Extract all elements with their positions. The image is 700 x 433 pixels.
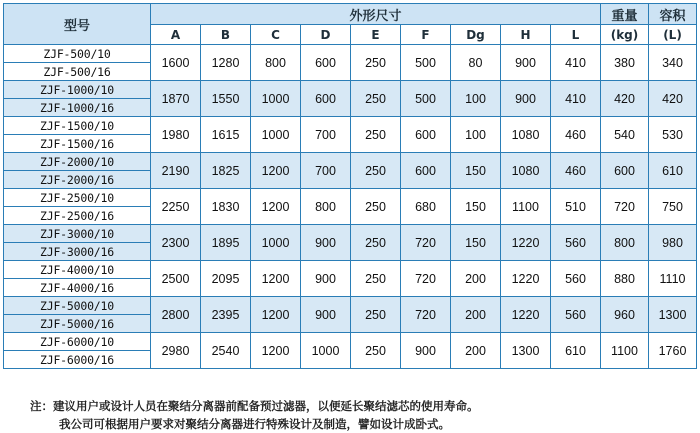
value-cell: 900: [301, 261, 351, 297]
value-cell: 900: [501, 45, 551, 81]
value-cell: 720: [401, 297, 451, 333]
note-line-1: 注：建议用户或设计人员在聚结分离器前配备预过滤器，以便延长聚结滤芯的使用寿命。: [30, 399, 479, 413]
value-cell: 1600: [151, 45, 201, 81]
header-dim-col: C: [251, 25, 301, 45]
value-cell: 900: [401, 333, 451, 369]
value-cell: 560: [551, 297, 601, 333]
value-cell: 1200: [251, 297, 301, 333]
value-cell: 1895: [201, 225, 251, 261]
value-cell: 1200: [251, 333, 301, 369]
model-cell: ZJF-4000/10: [4, 261, 151, 279]
value-cell: 1100: [501, 189, 551, 225]
value-cell: 1300: [649, 297, 697, 333]
value-cell: 900: [501, 81, 551, 117]
value-cell: 1825: [201, 153, 251, 189]
value-cell: 420: [601, 81, 649, 117]
header-model: 型号: [4, 4, 151, 45]
value-cell: 250: [351, 333, 401, 369]
value-cell: 680: [401, 189, 451, 225]
value-cell: 560: [551, 225, 601, 261]
value-cell: 1100: [601, 333, 649, 369]
model-cell: ZJF-4000/16: [4, 279, 151, 297]
value-cell: 100: [451, 117, 501, 153]
value-cell: 800: [251, 45, 301, 81]
value-cell: 900: [301, 225, 351, 261]
table-row: [4, 225, 697, 243]
value-cell: 600: [601, 153, 649, 189]
spec-table: [3, 3, 697, 369]
value-cell: 800: [301, 189, 351, 225]
value-cell: 1550: [201, 81, 251, 117]
header-volume-unit: (L): [649, 25, 697, 45]
model-cell: ZJF-6000/16: [4, 351, 151, 369]
header-dim-col: D: [301, 25, 351, 45]
value-cell: 1870: [151, 81, 201, 117]
value-cell: 600: [301, 81, 351, 117]
value-cell: 1200: [251, 261, 301, 297]
value-cell: 250: [351, 261, 401, 297]
header-weight-unit: (kg): [601, 25, 649, 45]
table-row: [4, 153, 697, 171]
value-cell: 1200: [251, 153, 301, 189]
model-cell: ZJF-1500/10: [4, 117, 151, 135]
value-cell: 700: [301, 153, 351, 189]
value-cell: 250: [351, 189, 401, 225]
value-cell: 880: [601, 261, 649, 297]
value-cell: 720: [401, 225, 451, 261]
value-cell: 2190: [151, 153, 201, 189]
value-cell: 610: [649, 153, 697, 189]
model-cell: ZJF-1500/16: [4, 135, 151, 153]
value-cell: 500: [401, 45, 451, 81]
header-dim-col: E: [351, 25, 401, 45]
model-cell: ZJF-2500/16: [4, 207, 151, 225]
value-cell: 610: [551, 333, 601, 369]
spec-table-container: [3, 3, 696, 369]
value-cell: 1300: [501, 333, 551, 369]
value-cell: 560: [551, 261, 601, 297]
value-cell: 980: [649, 225, 697, 261]
value-cell: 1000: [251, 117, 301, 153]
value-cell: 900: [301, 297, 351, 333]
table-row: [4, 117, 697, 135]
value-cell: 750: [649, 189, 697, 225]
table-row: [4, 297, 697, 315]
value-cell: 250: [351, 45, 401, 81]
value-cell: 460: [551, 117, 601, 153]
value-cell: 410: [551, 81, 601, 117]
value-cell: 1830: [201, 189, 251, 225]
value-cell: 250: [351, 297, 401, 333]
value-cell: 1000: [251, 225, 301, 261]
value-cell: 2800: [151, 297, 201, 333]
value-cell: 1220: [501, 261, 551, 297]
header-volume: 容积: [649, 4, 697, 25]
model-cell: ZJF-3000/16: [4, 243, 151, 261]
value-cell: 150: [451, 225, 501, 261]
model-cell: ZJF-1000/10: [4, 81, 151, 99]
value-cell: 1220: [501, 297, 551, 333]
value-cell: 2300: [151, 225, 201, 261]
value-cell: 1220: [501, 225, 551, 261]
value-cell: 150: [451, 153, 501, 189]
value-cell: 720: [401, 261, 451, 297]
value-cell: 150: [451, 189, 501, 225]
header-dim-col: F: [401, 25, 451, 45]
value-cell: 420: [649, 81, 697, 117]
model-cell: ZJF-5000/16: [4, 315, 151, 333]
value-cell: 250: [351, 153, 401, 189]
value-cell: 1200: [251, 189, 301, 225]
value-cell: 530: [649, 117, 697, 153]
value-cell: 800: [601, 225, 649, 261]
value-cell: 2500: [151, 261, 201, 297]
value-cell: 1080: [501, 117, 551, 153]
value-cell: 600: [401, 153, 451, 189]
value-cell: 700: [301, 117, 351, 153]
value-cell: 200: [451, 261, 501, 297]
table-row: [4, 333, 697, 351]
value-cell: 1000: [251, 81, 301, 117]
value-cell: 340: [649, 45, 697, 81]
model-cell: ZJF-1000/16: [4, 99, 151, 117]
value-cell: 510: [551, 189, 601, 225]
value-cell: 720: [601, 189, 649, 225]
model-cell: ZJF-5000/10: [4, 297, 151, 315]
header-dim-col: B: [201, 25, 251, 45]
value-cell: 100: [451, 81, 501, 117]
model-cell: ZJF-3000/10: [4, 225, 151, 243]
value-cell: 2250: [151, 189, 201, 225]
table-row: [4, 261, 697, 279]
value-cell: 200: [451, 297, 501, 333]
value-cell: 1110: [649, 261, 697, 297]
value-cell: 2980: [151, 333, 201, 369]
value-cell: 500: [401, 81, 451, 117]
value-cell: 2395: [201, 297, 251, 333]
header-dim-col: H: [501, 25, 551, 45]
model-cell: ZJF-500/10: [4, 45, 151, 63]
value-cell: 250: [351, 81, 401, 117]
value-cell: 2095: [201, 261, 251, 297]
model-cell: ZJF-2000/10: [4, 153, 151, 171]
model-cell: ZJF-2500/10: [4, 189, 151, 207]
value-cell: 80: [451, 45, 501, 81]
value-cell: 1760: [649, 333, 697, 369]
value-cell: 380: [601, 45, 649, 81]
table-row: [4, 81, 697, 99]
value-cell: 540: [601, 117, 649, 153]
model-cell: ZJF-6000/10: [4, 333, 151, 351]
note-line-2: 我公司可根据用户要求对聚结分离器进行特殊设计及制造，譬如设计成卧式。: [59, 417, 450, 431]
value-cell: 1280: [201, 45, 251, 81]
header-dim-col: A: [151, 25, 201, 45]
value-cell: 250: [351, 117, 401, 153]
header-dim-col: L: [551, 25, 601, 45]
model-cell: ZJF-2000/16: [4, 171, 151, 189]
value-cell: 1980: [151, 117, 201, 153]
value-cell: 600: [401, 117, 451, 153]
value-cell: 960: [601, 297, 649, 333]
value-cell: 410: [551, 45, 601, 81]
table-row: [4, 45, 697, 63]
header-weight: 重量: [601, 4, 649, 25]
value-cell: 1080: [501, 153, 551, 189]
table-row: [4, 189, 697, 207]
value-cell: 200: [451, 333, 501, 369]
model-cell: ZJF-500/16: [4, 63, 151, 81]
table-body: [4, 45, 697, 369]
header-dim-col: Dg: [451, 25, 501, 45]
value-cell: 2540: [201, 333, 251, 369]
value-cell: 1000: [301, 333, 351, 369]
header-dimensions: 外形尺寸: [151, 4, 601, 25]
value-cell: 250: [351, 225, 401, 261]
value-cell: 1615: [201, 117, 251, 153]
value-cell: 460: [551, 153, 601, 189]
value-cell: 600: [301, 45, 351, 81]
